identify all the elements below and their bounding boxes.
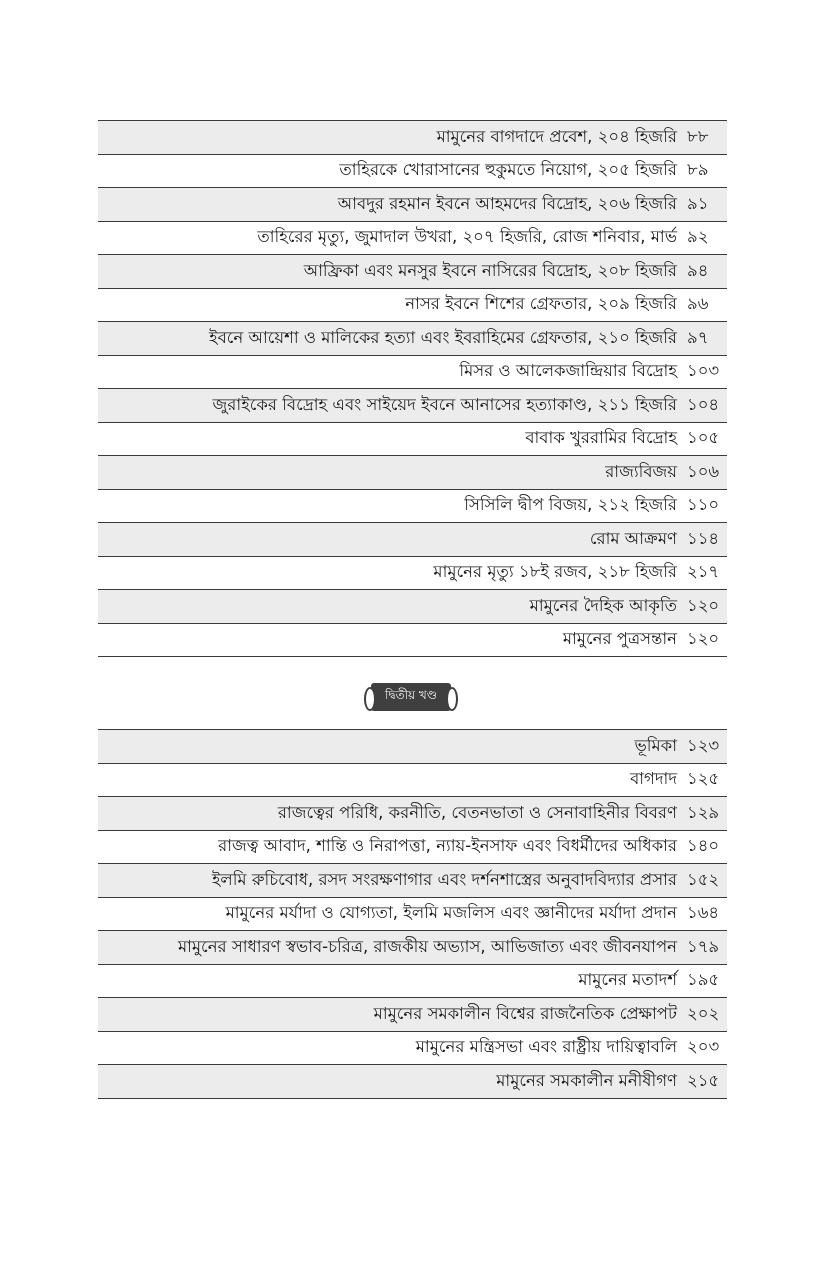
toc-row [98, 254, 727, 288]
toc-row [98, 830, 727, 864]
toc-entry-title: মামুনের সমকালীন বিশ্বের রাজনৈতিক প্রেক্ষাপট [373, 1003, 677, 1023]
toc-row [98, 355, 727, 389]
toc-entry-page: ৯১ [687, 193, 709, 213]
toc-entry-page: ৮৯ [687, 160, 709, 180]
toc-entry-page: ৯৬ [687, 294, 709, 314]
toc-entry-title: মামুনের মন্ত্রিসভা এবং রাষ্ট্রীয় দায়িত্বাবলি [415, 1037, 677, 1057]
toc-entry-title: রাজ্যবিজয় [605, 461, 677, 481]
toc-entry-title: তাহিরকে খোরাসানের হুকুমতে নিয়োগ, ২০৫ হিজরি [339, 160, 677, 180]
toc-row [98, 388, 727, 422]
toc-entry-page: ৮৮ [687, 126, 709, 146]
toc-entry-page: ১৫২ [687, 869, 720, 889]
toc-entry-title: মামুনের সাধারণ স্বভাব-চরিত্র, রাজকীয় অভ্যাস, আভিজাত্য এবং জীবনযাপন [177, 936, 677, 956]
toc-entry-title: মামুনের মতাদর্শ [578, 970, 677, 990]
toc-row [98, 589, 727, 623]
toc-row [98, 796, 727, 830]
toc-row [98, 964, 727, 998]
toc-row [98, 763, 727, 797]
toc-row [98, 422, 727, 456]
part-label-badge [371, 683, 451, 711]
toc-row [98, 522, 727, 556]
toc-entry-page: ১০৩ [687, 361, 720, 381]
toc-entry-title: মিসর ও আলেকজান্দ্রিয়ার বিদ্রোহ [459, 361, 677, 381]
toc-entry-page: ১২৯ [687, 802, 720, 822]
toc-entry-title: নাসর ইবনে শিশের গ্রেফতার, ২০৯ হিজরি [405, 294, 677, 314]
toc-entry-title: রোম আক্রমণ [589, 528, 677, 548]
toc-row [98, 221, 727, 255]
toc-entry-page: ১২৩ [687, 735, 720, 755]
toc-row [98, 489, 727, 523]
toc-entry-title: ইলমি রুচিবোধ, রসদ সংরক্ষণাগার এবং দর্শনশাস্ত্রের অনুবাদবিদ্যার প্রসার [211, 869, 677, 889]
toc-row [98, 729, 727, 763]
toc-row [98, 1031, 727, 1065]
toc-entry-page: ১২০ [687, 629, 720, 649]
toc-entry-page: ১০৬ [687, 461, 720, 481]
toc-entry-page: ১০৪ [687, 394, 720, 414]
toc-entry-title: বাবাক খুররামির বিদ্রোহ [525, 428, 677, 448]
toc-entry-page: ৯৭ [687, 327, 709, 347]
toc-row [98, 288, 727, 322]
toc-row [98, 1064, 727, 1099]
toc-row [98, 897, 727, 931]
toc-entry-title: ভূমিকা [634, 735, 677, 755]
toc-entry-page: ১২৫ [687, 769, 720, 789]
toc-row [98, 187, 727, 221]
toc-row [98, 863, 727, 897]
toc-entry-title: মামুনের মৃত্যু ১৮ই রজব, ২১৮ হিজরি [433, 562, 677, 582]
toc-row [98, 997, 727, 1031]
toc-entry-page: ১৬৪ [687, 903, 720, 923]
toc-entry-page: ১১০ [687, 495, 720, 515]
toc-entry-title: মামুনের সমকালীন মনীষীগণ [496, 1070, 677, 1090]
toc-entry-page: ৯৪ [687, 260, 709, 280]
toc-entry-title: জুরাইকের বিদ্রোহ এবং সাইয়েদ ইবনে আনাসের হত্যাকাণ্ড, ২১১ হিজরি [212, 394, 677, 414]
toc-entry-page: ২০২ [687, 1003, 720, 1023]
toc-entry-title: আবদুর রহমান ইবনে আহমদের বিদ্রোহ, ২০৬ হিজরি [337, 193, 677, 213]
toc-row [98, 930, 727, 964]
toc-row [98, 455, 727, 489]
toc-row [98, 154, 727, 188]
toc-entry-page: ১১৪ [687, 528, 720, 548]
toc-entry-page: ২১৭ [687, 562, 720, 582]
toc-entry-page: ২০৩ [687, 1037, 720, 1057]
toc-row [98, 556, 727, 590]
toc-entry-title: মামুনের দৈহিক আকৃতি [529, 595, 677, 615]
toc-entry-title: তাহিরের মৃত্যু, জুমাদাল উখরা, ২০৭ হিজরি, রোজ শনিবার, মার্ভ [257, 227, 677, 247]
toc-entry-title: রাজত্ব আবাদ, শান্তি ও নিরাপত্তা, ন্যায়-ইনসাফ এবং বিধর্মীদের অধিকার [218, 836, 677, 856]
toc-entry-title: আফ্রিকা এবং মনসুর ইবনে নাসিরের বিদ্রোহ, ২০৮ হিজরি [303, 260, 677, 280]
toc-row [98, 120, 727, 154]
toc-section-1 [98, 120, 727, 657]
toc-entry-page: ১৭৯ [687, 936, 720, 956]
toc-entry-title: মামুনের বাগদাদে প্রবেশ, ২০৪ হিজরি [436, 126, 677, 146]
toc-entry-title: সিসিলি দ্বীপ বিজয়, ২১২ হিজরি [464, 495, 677, 515]
part-label: দ্বিতীয় খণ্ড [385, 688, 437, 702]
toc-entry-title: মামুনের মর্যাদা ও যোগ্যতা, ইলমি মজলিস এবং জ্ঞানীদের মর্যাদা প্রদান [225, 903, 677, 923]
toc-row [98, 321, 727, 355]
toc-entry-page: ১৪০ [687, 836, 720, 856]
toc-entry-title: ইবনে আয়েশা ও মালিকের হত্যা এবং ইবরাহিমের গ্রেফতার, ২১০ হিজরি [209, 327, 677, 347]
toc-section-2 [98, 729, 727, 1099]
toc-entry-title: মামুনের পুত্রসন্তান [562, 629, 677, 649]
toc-row [98, 623, 727, 658]
toc-entry-title: রাজত্বের পরিধি, করনীতি, বেতনভাতা ও সেনাবাহিনীর বিবরণ [277, 802, 677, 822]
toc-entry-title: বাগদাদ [630, 769, 677, 789]
toc-entry-page: ২১৫ [687, 1070, 720, 1090]
toc-entry-page: ১২০ [687, 595, 720, 615]
toc-entry-page: ১০৫ [687, 428, 720, 448]
toc-entry-page: ৯২ [687, 227, 709, 247]
toc-entry-page: ১৯৫ [687, 970, 720, 990]
